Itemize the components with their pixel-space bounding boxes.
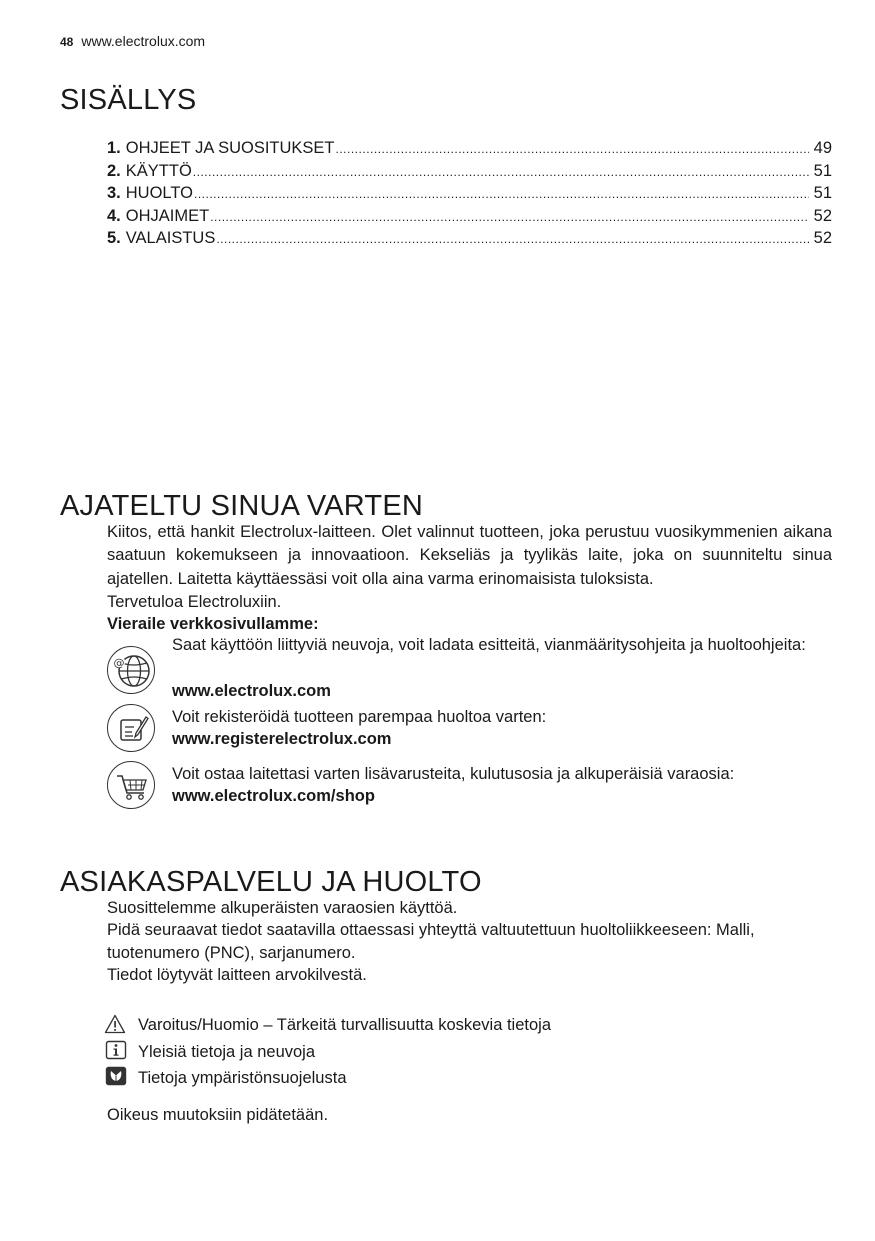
toc-leader [194, 182, 809, 206]
thanks-title: AJATELTU SINUA VARTEN [60, 490, 424, 522]
toc-leader [210, 205, 809, 229]
toc-item-label: VALAISTUS [125, 229, 216, 247]
toc-item-label: OHJEET JA SUOSITUKSET [125, 139, 335, 157]
globe-at-icon [107, 646, 155, 694]
toc-title: SISÄLLYS [60, 84, 197, 116]
legend-warning-text: Varoitus/Huomio – Tärkeitä turvallisuutta koskevia tietoja [138, 1016, 551, 1034]
toc-item[interactable] [107, 205, 832, 228]
link-text: Saat käyttöön liittyviä neuvoja, voit ladata esitteitä, vianmääritysohjeita ja huoltoohjeita: [172, 636, 806, 654]
link-url-register[interactable]: www.registerelectrolux.com [172, 730, 392, 748]
toc-leader [216, 227, 809, 251]
link-url-electrolux[interactable]: www.electrolux.com [172, 682, 331, 700]
toc-item-label: HUOLTO [125, 184, 193, 202]
toc-item-number: 5. [107, 229, 121, 247]
link-text: Voit rekisteröidä tuotteen parempaa huoltoa varten: [172, 708, 547, 726]
toc-item-number: 1. [107, 139, 121, 157]
toc-item-number: 2. [107, 161, 121, 180]
info-icon [105, 1040, 127, 1060]
footer-note: Oikeus muutoksiin pidätetään. [107, 1106, 329, 1124]
page-number: 48 [60, 35, 74, 49]
toc-item[interactable] [107, 227, 832, 250]
toc-item-label: KÄYTTÖ [125, 161, 192, 180]
link-text: Voit ostaa laitettasi varten lisävarusteita, kulutusosia ja alkuperäisiä varaosia: [172, 765, 735, 783]
visit-label: Vieraile verkkosivullamme: [107, 615, 319, 633]
toc-leader [336, 137, 809, 161]
legend-info-text: Yleisiä tietoja ja neuvoja [138, 1043, 316, 1061]
toc-item-number: 3. [107, 184, 121, 202]
service-line-1: Suosittelemme alkuperäisten varaosien käyttöä. [107, 899, 458, 917]
legend-environment-text: Tietoja ympäristönsuojelusta [138, 1069, 347, 1087]
toc-item[interactable] [107, 160, 832, 183]
service-line-3: Tiedot löytyvät laitteen arvokilvestä. [107, 966, 367, 984]
toc-item-page: 52 [813, 229, 832, 247]
page-header [60, 33, 205, 49]
toc-item-page: 52 [813, 206, 832, 225]
toc-item-number: 4. [107, 206, 121, 225]
thanks-welcome: Tervetuloa Electroluxiin. [107, 593, 282, 611]
register-form-icon [107, 704, 155, 752]
header-website: www.electrolux.com [81, 33, 206, 49]
toc-item[interactable] [107, 137, 832, 160]
svg-text:@: @ [113, 656, 125, 670]
warning-triangle-icon [104, 1014, 126, 1034]
toc-item-page: 51 [813, 161, 832, 180]
toc-item-page: 49 [813, 139, 832, 157]
link-url-shop[interactable]: www.electrolux.com/shop [172, 787, 375, 805]
service-title: ASIAKASPALVELU JA HUOLTO [60, 866, 482, 898]
table-of-contents [107, 137, 832, 250]
toc-leader [193, 160, 809, 184]
environment-icon [105, 1066, 127, 1086]
toc-item[interactable] [107, 182, 832, 205]
service-line-2: Pidä seuraavat tiedot saatavilla ottaessasi yhteyttä valtuutettuun huoltoliikkeeseen: Malli, tuotenumero (PNC), sarjanumero. [107, 921, 755, 963]
thanks-intro: Kiitos, että hankit Electrolux-laitteen. Olet valinnut tuotteen, joka perustuu vuosikymmenien aikana saatuun kokemukseen ja innovaatioon. Kekseliäs ja tyylikäs laite, joka on suunniteltu sinua ajatellen. Laitetta käyttäessäsi voit olla aina varma erinomaisista tuloksista. [107, 523, 832, 588]
toc-item-label: OHJAIMET [125, 206, 210, 225]
shopping-cart-icon [107, 761, 155, 809]
toc-item-page: 51 [813, 184, 832, 202]
